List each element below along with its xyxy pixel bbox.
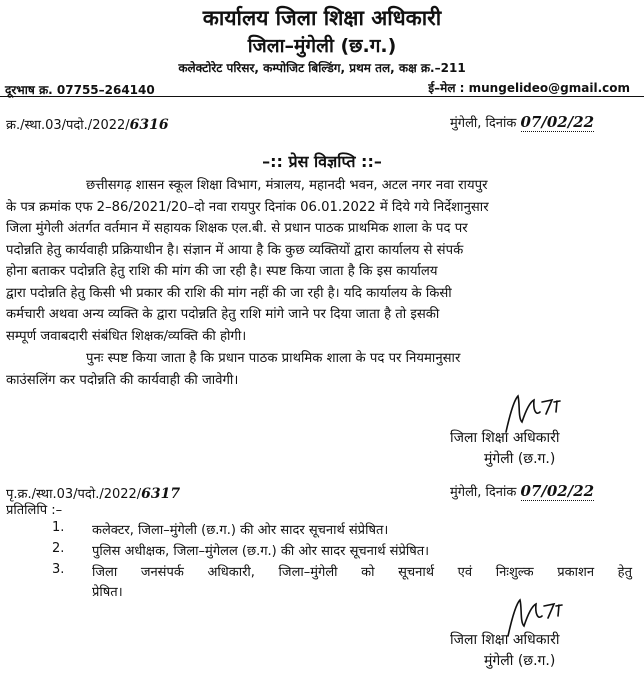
order-place-date	[450, 113, 594, 131]
signature-1-designation: जिला शिक्षा अधिकारी	[450, 430, 560, 446]
office-address: कलेक्टोरेट परिसर, कम्पोजिट बिल्डिंग, प्रथम तल, कक्ष क्र.–211	[178, 61, 466, 75]
list-item-text: कलेक्टर, जिला–मुंगेली (छ.ग.) की ओर सादर सूचनार्थ संप्रेषित।	[92, 523, 389, 538]
header-divider	[0, 96, 644, 97]
paragraph-line: पदोन्नति हेतु कार्यवाही प्रक्रियाधीन है। संज्ञान में आया है कि कुछ व्यक्तियों द्वारा कार्यालय से संपर्क	[6, 242, 464, 258]
list-item-number: 2.	[52, 541, 65, 556]
signature-2-place: मुंगेली (छ.ग.)	[484, 653, 556, 669]
order-date-label: मुंगेली, दिनांक	[450, 116, 517, 131]
paragraph-line: के पत्र क्रमांक एफ 2–86/2021/20–दो नवा रायपुर दिनांक 06.01.2022 में दिये गये निर्देशानुसार	[6, 199, 489, 215]
list-item-text-continued: प्रेषित।	[92, 585, 123, 600]
copy-ref-prefix: पृ.क्र./स्था.03/पदो./2022/	[6, 487, 142, 502]
paragraph-line: होना बताकर पदोन्नति हेतु राशि की मांग की जा रही है। स्पष्ट किया जाता है कि इस कार्यालय	[6, 264, 438, 279]
order-date-handwritten: 07/02/22	[520, 113, 595, 131]
copy-date-handwritten: 07/02/22	[520, 482, 595, 500]
order-reference	[6, 115, 169, 133]
list-item-number: 1.	[52, 520, 65, 535]
paragraph-line: पुनः स्पष्ट किया जाता है कि प्रधान पाठक प्राथमिक शाला के पद पर नियमानुसार	[86, 351, 461, 366]
list-item-number: 3.	[52, 562, 65, 577]
signature-2-designation: जिला शिक्षा अधिकारी	[450, 632, 560, 648]
order-ref-number: 6316	[129, 117, 169, 133]
office-title: कार्यालय जिला शिक्षा अधिकारी	[202, 6, 442, 30]
notice-paragraph-2	[6, 348, 638, 391]
list-item-text: जिला जनसंपर्क अधिकारी, जिला–मुंगेली को सूचनार्थ एवं निःशुल्क प्रकाशन हेतु	[92, 565, 632, 580]
paragraph-line: द्वारा पदोन्नति हेतु किसी भी प्रकार की राशि की मांग नहीं की जा रही है। यदि कार्यालय के किसी	[6, 285, 452, 301]
notice-paragraph-1	[6, 175, 638, 347]
paragraph-line: छत्तीसगढ़ शासन स्कूल शिक्षा विभाग, मंत्रालय, महानदी भवन, अटल नगर नवा रायपुर	[86, 178, 488, 193]
paragraph-line: जिला मुंगेली अंतर्गत वर्तमान में सहायक शिक्षक एल.बी. से प्रधान पाठक प्राथमिक शाला के पद पर	[6, 221, 468, 236]
order-ref-prefix: क्र./स्था.03/पदो./2022/	[6, 118, 130, 133]
paragraph-line: कर्मचारी अथवा अन्य व्यक्ति के द्वारा पदोन्नति हेतु राशि मांगे जाने पर दिया जाता है तो इसकी	[6, 307, 440, 322]
signature-1-place: मुंगेली (छ.ग.)	[484, 451, 556, 467]
copy-place-date	[450, 482, 594, 500]
paragraph-line: सम्पूर्ण जवाबदारी संबंधित शिक्षक/व्यक्ति की होगी।	[6, 328, 247, 344]
copy-date-label: मुंगेली, दिनांक	[450, 485, 517, 500]
email-address: ई–मेल : mungelideo@gmail.com	[428, 81, 630, 95]
paragraph-line: काउंसलिंग कर पदोन्नति की कार्यवाही की जावेगी।	[6, 372, 239, 388]
district-title: जिला–मुंगेली (छ.ग.)	[247, 35, 397, 57]
phone-number: दूरभाष क्र. 07755–264140	[5, 83, 155, 97]
copy-label: प्रतिलिपि :–	[6, 503, 63, 518]
list-item-text: पुलिस अधीक्षक, जिला–मुंगेलल (छ.ग.) की ओर सादर सूचनार्थ संप्रेषित।	[92, 544, 430, 559]
copy-ref-number: 6317	[141, 486, 181, 502]
press-release-heading: –:: प्रेस विज्ञप्ति ::–	[262, 152, 382, 171]
